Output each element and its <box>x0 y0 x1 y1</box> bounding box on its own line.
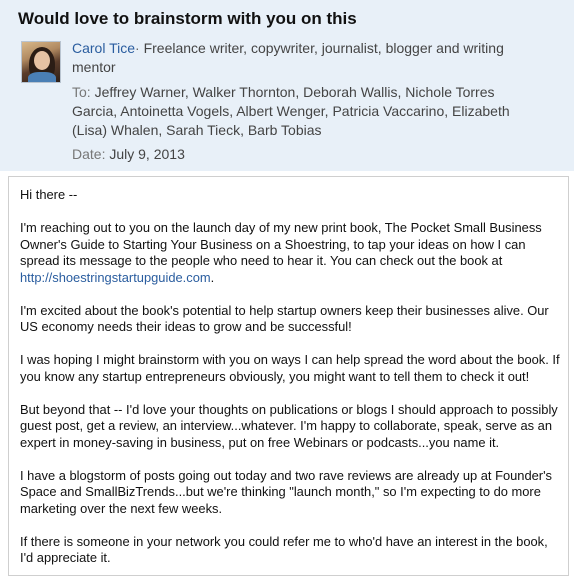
sender-headline: Freelance writer, copywriter, journalist, blogger and writing mentor <box>72 40 504 75</box>
body-paragraph-5: I have a blogstorm of posts going out today and two rave reviews are already up at Founder's Space and SmallBizTrends...but we're thinking "launch month," so I'm expecting to do more marketing over the next few weeks. <box>20 467 552 516</box>
body-greeting: Hi there -- <box>20 187 78 202</box>
body-paragraph-1 <box>20 220 564 286</box>
message-subject: Would love to brainstorm with you on this <box>18 9 357 28</box>
message-body-box <box>8 176 569 576</box>
message-date: July 9, 2013 <box>105 146 185 162</box>
avatar-shirt <box>28 72 56 83</box>
avatar-face <box>34 51 50 70</box>
message-meta <box>72 39 542 164</box>
sender-name-link[interactable]: Carol Tice <box>72 40 136 56</box>
date-label: Date: <box>72 146 106 162</box>
sender-separator: · <box>135 40 140 56</box>
body-paragraph-1-text: I'm reaching out to you on the launch day of my new print book, The Pocket Small Business Owner's Guide to Starting Your Business on a Shoestring, to tap your ideas on how I can spread its message to the people who need to hear it. You can check out the book at <box>20 220 542 268</box>
body-paragraph-6: If there is someone in your network you could refer me to who'd have an interest in the book, I'd appreciate it. <box>20 533 548 565</box>
body-paragraph-4: But beyond that -- I'd love your thoughts on publications or blogs I should approach to possibly guest post, get a review, an interview...whatever. I'm happy to collaborate, speak, serve as an expert in money-saving in business, put on free Webinars or podcasts...you name it. <box>20 401 558 450</box>
body-paragraph-3: I was hoping I might brainstorm with you on ways I can help spread the word about the book. If you know any startup entrepreneurs obviously, you might want to tell them to check it out! <box>20 352 560 384</box>
date-line <box>72 145 542 164</box>
sender-line <box>72 39 542 77</box>
body-paragraph-2: I'm excited about the book's potential to help startup owners keep their businesses alive. Our US economy needs their ideas to grow and be successful! <box>20 302 549 334</box>
recipients-line <box>72 83 542 140</box>
body-paragraph-1-end: . <box>210 269 215 285</box>
message-body <box>20 187 564 583</box>
sender-avatar[interactable] <box>21 41 61 83</box>
message-header <box>0 0 574 171</box>
book-website-link[interactable]: http://shoestringstartupguide.com <box>20 269 211 285</box>
to-label: To: <box>72 84 91 100</box>
recipients-list: Jeffrey Warner, Walker Thornton, Deborah Wallis, Nichole Torres Garcia, Antoinetta Vogels, Albert Wenger, Patricia Vaccarino, Elizabeth (Lisa) Whalen, Sarah Tieck, Barb Tobias <box>72 84 510 138</box>
